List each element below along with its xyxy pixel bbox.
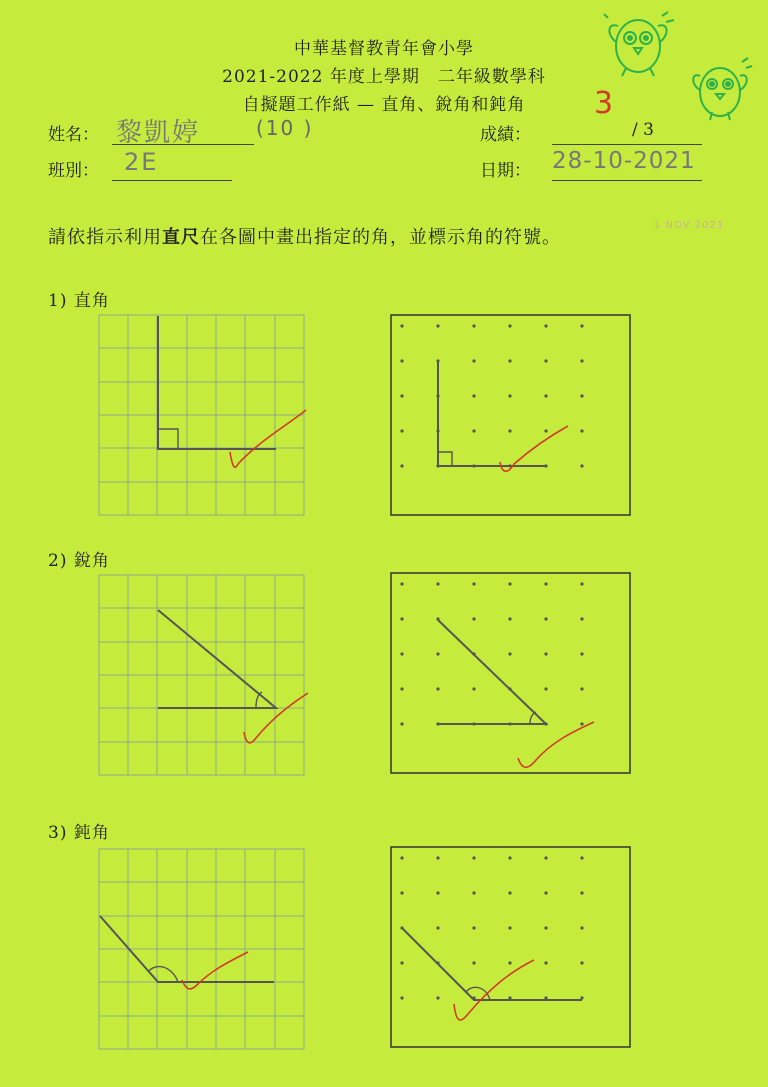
grid-dot: [544, 856, 547, 859]
grid-dot: [544, 359, 547, 362]
score-underline: [552, 144, 702, 145]
grid-dot: [508, 891, 511, 894]
grid-dot: [472, 582, 475, 585]
grid-dot: [544, 617, 547, 620]
grid-dot: [436, 582, 439, 585]
grid-dot: [544, 324, 547, 327]
grid-dot: [472, 926, 475, 929]
pencil-acute-angle-lines: [158, 610, 276, 708]
instruction-post: 在各圖中畫出指定的角，並標示角的符號。: [200, 227, 561, 248]
grid-dot: [400, 359, 403, 362]
grid-dot: [400, 687, 403, 690]
grid-dot: [580, 891, 583, 894]
grid-dot: [544, 394, 547, 397]
grid-dot: [508, 582, 511, 585]
owl-sticker-icon: [600, 8, 680, 80]
grid-dot: [508, 856, 511, 859]
grid-dot: [400, 891, 403, 894]
grid-dot: [472, 856, 475, 859]
grid-dot: [400, 617, 403, 620]
grid-dot: [436, 856, 439, 859]
grid-dot: [544, 687, 547, 690]
date-label: 日期：: [480, 161, 531, 181]
grid-dot: [508, 961, 511, 964]
grid-dot: [544, 652, 547, 655]
teacher-checkmark-icon: [244, 686, 308, 743]
grid-dot: [508, 394, 511, 397]
grid-dot: [436, 324, 439, 327]
worksheet-title: 自擬題工作紙 — 直角、銳角和鈍角: [242, 95, 526, 115]
grid-dot: [580, 926, 583, 929]
teacher-checkmark-icon: [518, 722, 594, 767]
grid-dot: [436, 926, 439, 929]
grid-dot: [400, 464, 403, 467]
class-value: 2E: [124, 148, 159, 176]
grid-dot: [580, 464, 583, 467]
pencil-acute-angle-lines: [438, 620, 546, 724]
owl-sticker-icon: [684, 54, 756, 124]
received-date-stamp: 1 NOV 2021: [654, 220, 725, 231]
grid-dot: [472, 687, 475, 690]
instruction-pre: 請依指示利用: [48, 227, 162, 248]
date-underline: [552, 180, 702, 181]
school-name: 中華基督教青年會小學: [294, 39, 474, 59]
grid-dot: [544, 891, 547, 894]
grid-dot: [472, 324, 475, 327]
square-grid-right-angle: [98, 314, 308, 518]
dot-grid-right-angle: [390, 314, 632, 518]
dot-grid-acute-angle: [390, 572, 632, 776]
grid-dot: [508, 617, 511, 620]
section-title-acute-angle: 2) 銳角: [48, 551, 110, 571]
grid-dot: [508, 652, 511, 655]
grid-dot: [580, 359, 583, 362]
grid-dot: [580, 652, 583, 655]
grid-dot: [436, 891, 439, 894]
grid-dot: [580, 961, 583, 964]
dot-grid-obtuse-angle: [390, 846, 632, 1050]
grid-dot: [580, 856, 583, 859]
section-title-obtuse-angle: 3) 鈍角: [48, 823, 110, 843]
grid-dot: [472, 961, 475, 964]
score-total: / 3: [632, 120, 654, 140]
grid-dot: [580, 429, 583, 432]
grid-dot: [580, 617, 583, 620]
grid-dot: [472, 429, 475, 432]
score-mark: 3: [594, 86, 616, 121]
grid-dot: [580, 582, 583, 585]
grid-dot: [580, 324, 583, 327]
class-number: (10 ): [256, 116, 314, 140]
section-title-right-angle: 1) 直角: [48, 291, 110, 311]
date-value: 28-10-2021: [552, 148, 696, 174]
score-label: 成績：: [480, 125, 531, 145]
grid-dot: [544, 429, 547, 432]
grid-dot: [544, 582, 547, 585]
grid-dot: [436, 996, 439, 999]
instruction-ruler: 直尺: [162, 227, 200, 248]
grid-dot: [580, 394, 583, 397]
grid-dot: [544, 961, 547, 964]
square-grid-obtuse-angle: [98, 848, 308, 1052]
teacher-checkmark-icon: [182, 952, 248, 989]
student-name: 黎凱婷: [116, 118, 201, 148]
class-underline: [112, 180, 232, 181]
grid-dot: [400, 856, 403, 859]
grid-dot: [400, 582, 403, 585]
grid-dot: [400, 722, 403, 725]
grid-dot: [508, 324, 511, 327]
name-label: 姓名：: [48, 125, 99, 145]
teacher-checkmark-icon: [454, 960, 534, 1020]
grid-dot: [400, 652, 403, 655]
grid-dot: [472, 617, 475, 620]
instruction-text: [48, 223, 561, 249]
grid-dot: [472, 891, 475, 894]
class-label: 班別：: [48, 161, 99, 181]
square-grid-acute-angle: [98, 574, 308, 778]
grid-dot: [580, 687, 583, 690]
grid-dot: [508, 359, 511, 362]
grid-dot: [400, 996, 403, 999]
grid-dot: [472, 394, 475, 397]
grid-dot: [400, 394, 403, 397]
grid-dot: [508, 926, 511, 929]
grid-dot: [400, 324, 403, 327]
grid-dot: [472, 359, 475, 362]
grid-dot: [580, 722, 583, 725]
grid-dot: [400, 429, 403, 432]
teacher-checkmark-icon: [230, 410, 306, 467]
grid-dot: [400, 961, 403, 964]
grid-dot: [544, 926, 547, 929]
grid-dot: [508, 429, 511, 432]
grid-dot: [436, 652, 439, 655]
grid-dot: [436, 687, 439, 690]
term-subject: 2021-2022 年度上學期 二年級數學科: [222, 67, 546, 87]
